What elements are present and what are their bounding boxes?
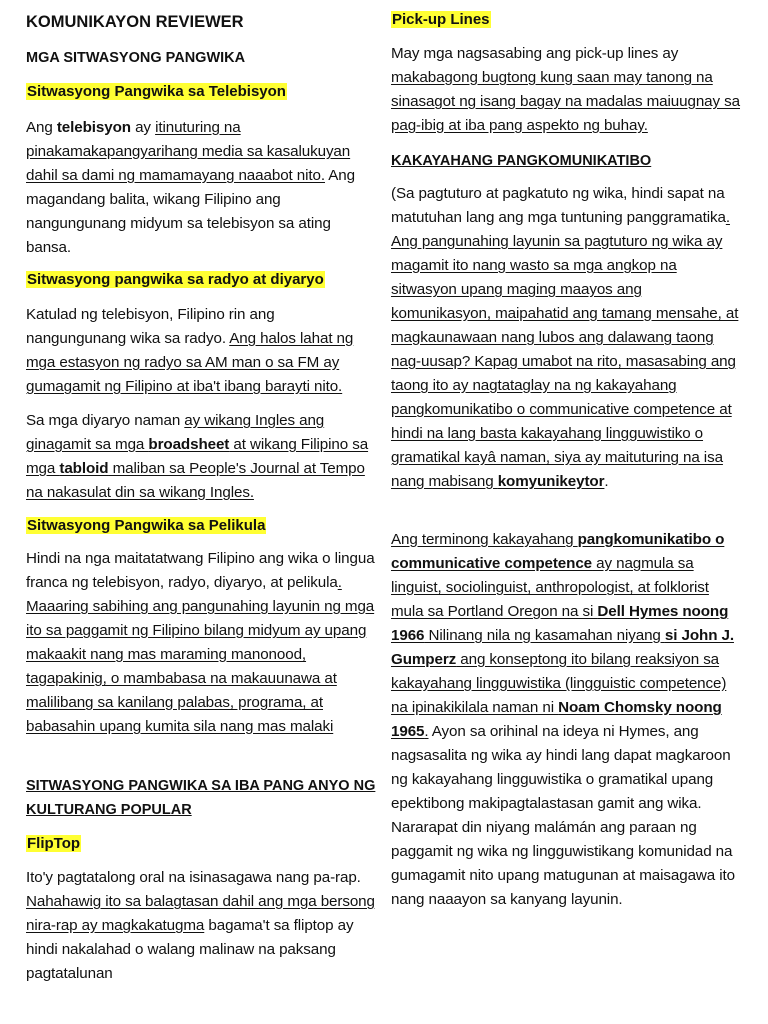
kakayahan-heading: KAKAYAHANG PANGKOMUNIKATIBO — [391, 153, 652, 169]
text-span: . — [604, 473, 609, 490]
diyaryo-paragraph — [26, 409, 378, 505]
text-span: Ito'y pagtatalong oral na isinasagawa nang pa-rap. — [26, 869, 361, 886]
film-paragraph — [26, 547, 378, 739]
film-heading-block — [26, 515, 378, 536]
popular-culture-heading: SITWASYONG PANGWIKA SA IBA PANG ANYO NG KULTURANG POPULAR — [26, 778, 376, 818]
underlined-text: . Ang pangunahing layunin sa pagtuturo ng wika ay magamit ito nang wasto sa mga angkop na sitwasyon upang maging maayos ang komunikasyon, maipahatid ang tamang mensahe, at magkaunawaan nang lubos ang dalawang taong nag-uusap? Kapag umabot na rito, masasabing ang taong ito ay nagtataglay na ng kakayahang pangkomunikatibo o communicative competence at hindi na lang basta kakayahang lingguwistiko o gramatikal kayâ naman, siya ay maituturing na isa nang mabisang — [391, 209, 739, 490]
underlined-text: itinuturing na pinakamakapangyarihang media sa kasalukuyan dahil sa dami ng mamamayang naaabot nito. — [26, 119, 351, 184]
underlined-text: at wikang Filipino sa mga — [26, 436, 369, 477]
underlined-text: ay wikang Ingles ang ginagamit sa mga — [26, 412, 325, 453]
pickup-paragraph — [391, 42, 743, 138]
radio-paragraph — [26, 303, 378, 399]
radio-heading-block — [26, 269, 378, 290]
bold-term: telebisyon — [56, 119, 131, 136]
underlined-text: ay nagmula sa linguist, sociolinguist, anthropologist, at folklorist mula sa Portland Oregon na si — [391, 555, 709, 620]
pickup-heading: Pick-up Lines — [392, 11, 490, 28]
bold-term: pangkomunikatibo o communicative competence — [391, 531, 725, 572]
underlined-text: Nilinang nila ng kasamahan niyang — [424, 627, 665, 644]
bold-term: broadsheet — [148, 436, 230, 453]
text-span: bagama't sa fliptop ay hindi nakalahad o walang malinaw na paksang pagtatalunan — [26, 917, 354, 982]
text-span: Sa mga diyaryo naman — [26, 412, 185, 429]
text-span: Hindi na nga maitatatwang Filipino ang wika o lingua franca ng telebisyon, radyo, diyaryo, at pelikula — [26, 550, 375, 591]
tv-heading-block — [26, 81, 378, 102]
film-heading: Sitwasyong Pangwika sa Pelikula — [27, 517, 266, 534]
underlined-text: makabagong bugtong kung saan may tanong na sinasagot ng isang bagay na madalas maiuugnay sa pag-ibig at iba pang aspekto ng buhay. — [391, 69, 740, 134]
text-span: Ang — [26, 119, 57, 136]
underlined-text: . — [424, 723, 429, 740]
underlined-text: maliban sa People's Journal at Tempo na nakasulat din sa wikang Ingles. — [26, 460, 365, 501]
termino-paragraph — [391, 528, 743, 912]
section-title: MGA SITWASYONG PANGWIKA — [26, 50, 246, 66]
bold-term: Dell Hymes noong 1966 — [391, 603, 729, 644]
underlined-text: ang konseptong ito bilang reaksiyon sa kakayahang lingguwistika (lingguistic competence) na ipinakikilala naman ni — [391, 651, 727, 716]
kakayahan-paragraph — [391, 182, 743, 494]
text-span: (Sa pagtuturo at pagkatuto ng wika, hindi sapat na matutuhan lang ang mga tuntuning panggramatika — [391, 185, 726, 226]
radio-heading: Sitwasyong pangwika sa radyo at diyaryo — [27, 271, 324, 288]
text-span: Ang magandang balita, wikang Filipino ang nangungunang midyum sa telebisyon sa ating bansa. — [26, 167, 356, 256]
bold-term: Noam Chomsky noong 1965 — [391, 699, 722, 740]
text-span: Katulad ng telebisyon, Filipino rin ang nangungunang wika sa radyo. — [26, 306, 275, 347]
underlined-text: . Maaaring sabihing ang pangunahing layunin ng mga ito sa paggamit ng Filipino bilang midyum ay upang makaakit nang mas maraming manonood, tagapakinig, o mambabasa na makauunawa at malilibang sa kanilang palabas, programa, at babasahin upang kumita sila nang mas malaki — [26, 574, 375, 735]
text-span: May mga nagsasabing ang pick-up lines ay — [391, 45, 679, 62]
underlined-text: Ang halos lahat ng mga estasyon ng radyo sa AM man o sa FM ay gumagamit ng Filipino at iba't ibang barayti nito. — [26, 330, 354, 395]
underlined-text: Ang terminong kakayahang — [391, 531, 578, 548]
document-title: KOMUNIKAYON REVIEWER — [26, 13, 244, 31]
tv-heading: Sitwasyong Pangwika sa Telebisyon — [27, 83, 286, 100]
tv-paragraph — [26, 116, 378, 260]
bold-term: tabloid — [59, 460, 109, 477]
bold-term: komyunikeytor — [497, 473, 605, 490]
pickup-heading-block — [391, 9, 743, 30]
fliptop-heading-block — [26, 833, 378, 854]
text-span: Ayon sa orihinal na ideya ni Hymes, ang nagsasalita ng wika ay hindi lang dapat magkaroon ng kakayahang lingguwistika o gramatikal upang epektibong makipagtalastasan gamit ang wika. Nararapat din niyang malámán ang paraan ng paggamit ng wika ng lingguwistikang komunidad na gumagamit nito upang matugunan at maisagawa ito nang naaayon sa kanyang layunin. — [391, 723, 735, 908]
bold-term: si John J. Gumperz — [391, 627, 734, 668]
fliptop-heading: FlipTop — [27, 835, 81, 852]
text-span: ay — [130, 119, 156, 136]
fliptop-paragraph — [26, 866, 378, 986]
underlined-text: Nahahawig ito sa balagtasan dahil ang mga bersong nira-rap ay magkakatugma — [26, 893, 375, 934]
